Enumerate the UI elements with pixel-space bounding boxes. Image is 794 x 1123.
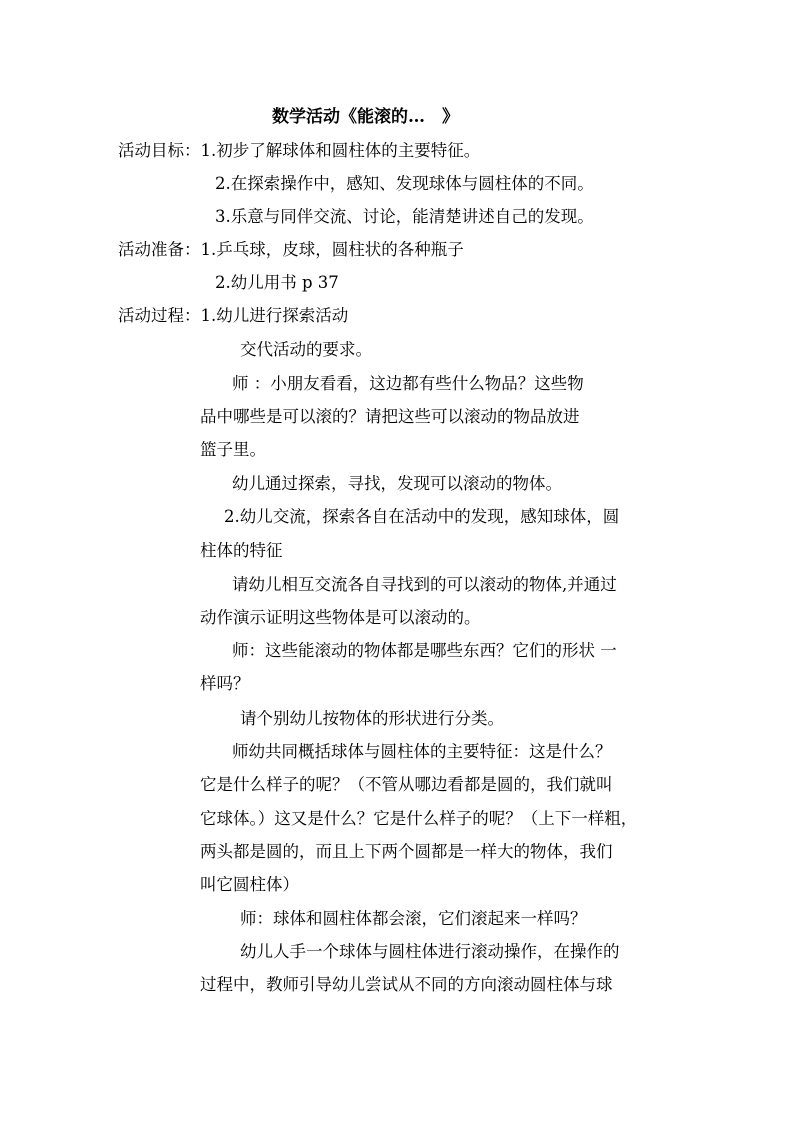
page-title: 数学活动《能滚的… 》	[272, 107, 459, 127]
text-line: 样吗？	[200, 674, 250, 693]
text-line: 活动过程：1.幼儿进行探索活动	[118, 306, 349, 325]
text-line: 幼儿通过探索，寻找，发现可以滚动的物体。	[232, 474, 562, 493]
text-line: 2.幼儿用书 p 37	[215, 273, 339, 292]
text-line: 品中哪些是可以滚的？请把这些可以滚动的物品放进	[200, 407, 580, 426]
text-line: 活动目标：1.初步了解球体和圆柱体的主要特征。	[118, 141, 481, 160]
text-line: 请幼儿相互交流各自寻找到的可以滚动的物体,并通过	[232, 575, 617, 594]
text-line: 师：这些能滚动的物体都是哪些东西？它们的形状 一	[232, 641, 617, 660]
text-line: 师：球体和圆柱体都会滚，它们滚起来一样吗？	[240, 909, 587, 928]
text-line: 它球体。）这又是什么？它是什么样子的呢？（上下一样粗，	[200, 809, 638, 828]
text-line: 叫它圆柱体）	[200, 875, 299, 894]
text-line: 幼儿人手一个球体与圆柱体进行滚动操作，在操作的	[240, 942, 620, 961]
text-line: 3.乐意与同伴交流、讨论，能清楚讲述自己的发现。	[215, 207, 594, 226]
text-line: 活动准备：1.乒乓球，皮球，圆柱状的各种瓶子	[118, 240, 464, 259]
text-line: 动作演示证明这些物体是可以滚动的。	[200, 608, 481, 627]
text-line: 两头都是圆的，而且上下两个圆都是一样大的物体，我们	[200, 842, 613, 861]
text-line: 它是什么样子的呢？（不管从哪边看都是圆的，我们就叫	[200, 775, 613, 794]
text-line: 2.幼儿交流，探索各自在活动中的发现，感知球体，圆	[224, 507, 620, 526]
text-line: 柱体的特征	[200, 541, 283, 560]
text-line: 师 ：小朋友看看，这边都有些什么物品？这些物	[232, 374, 584, 393]
text-line: 请个别幼儿按物体的形状进行分类。	[240, 709, 504, 728]
text-line: 2.在探索操作中，感知、发现球体与圆柱体的不同。	[215, 174, 594, 193]
text-line: 师幼共同概括球体与圆柱体的主要特征：这是什么？	[232, 742, 612, 761]
text-line: 过程中，教师引导幼儿尝试从不同的方向滚动圆柱体与球	[200, 975, 613, 994]
text-line: 篮子里。	[200, 440, 266, 459]
text-line: 交代活动的要求。	[240, 340, 372, 359]
